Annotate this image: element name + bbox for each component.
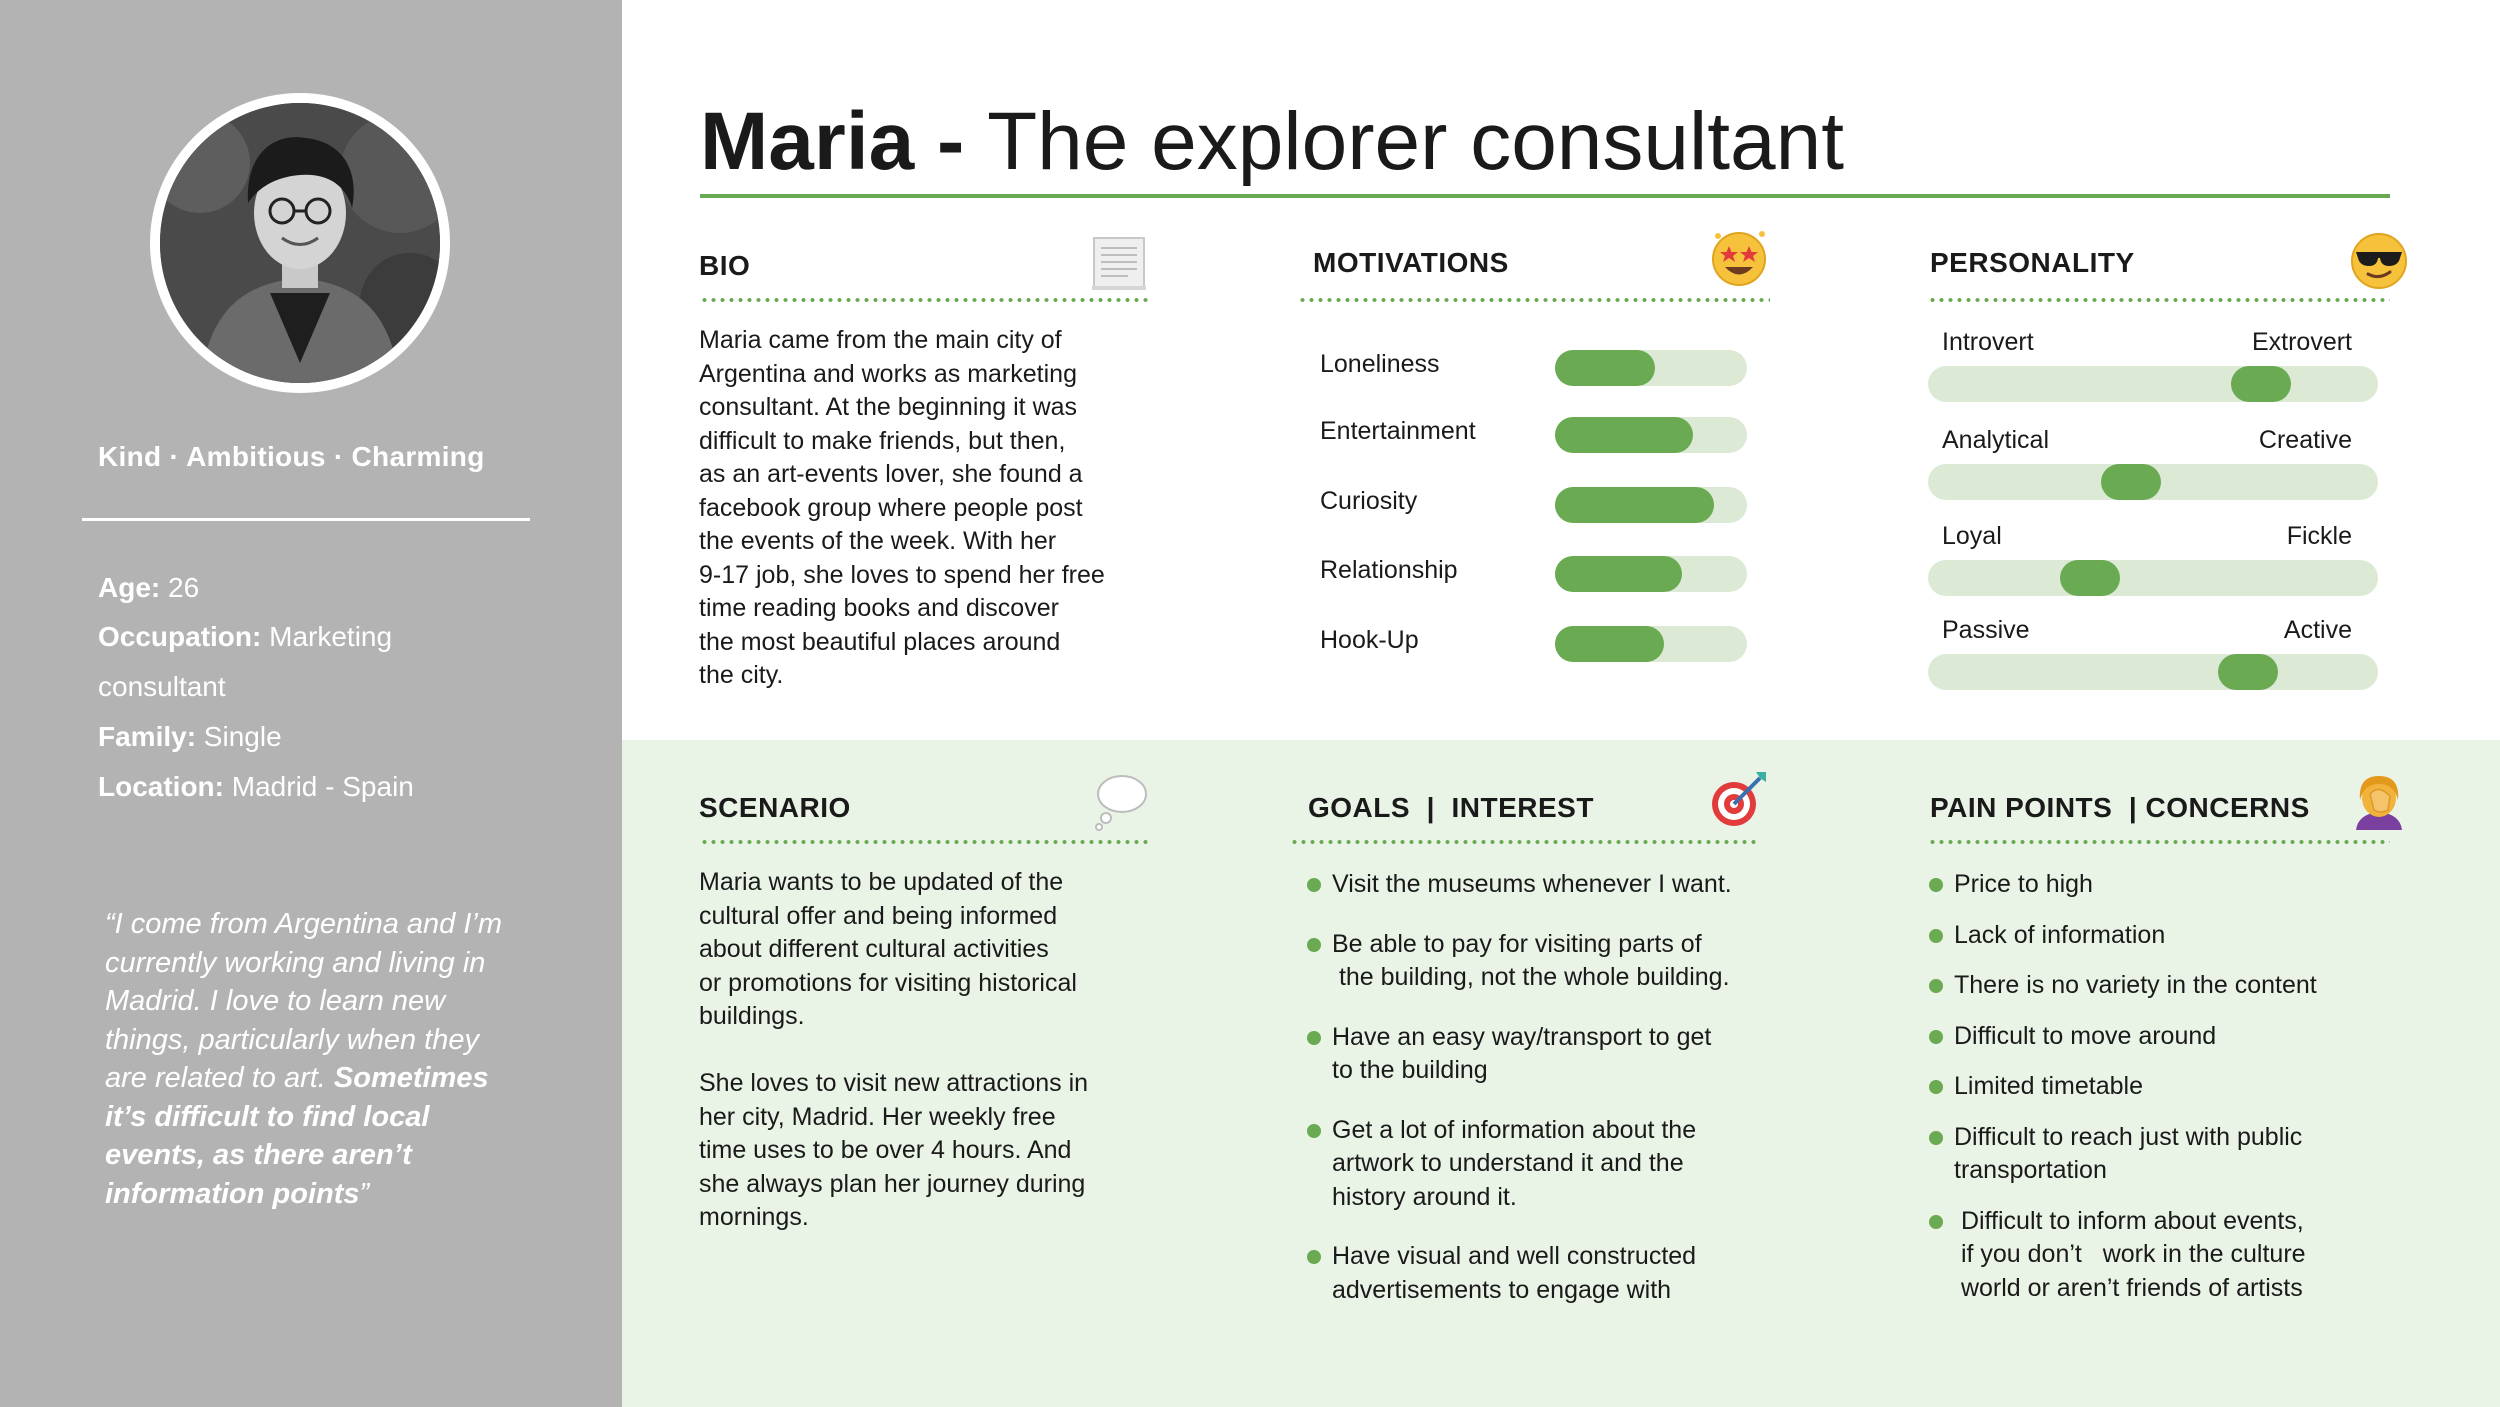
personality-right-label: Fickle xyxy=(2286,522,2352,550)
goal-line: Have visual and well constructed xyxy=(1332,1242,1697,1270)
persona-name: Maria xyxy=(700,96,915,187)
pain-point-line: Limited timetable xyxy=(1954,1072,2143,1100)
fact-value: 26 xyxy=(160,572,200,603)
quote-close: ” xyxy=(359,1177,370,1210)
personality-row xyxy=(1928,426,2378,516)
goals-list xyxy=(1304,868,1804,1307)
personality-track xyxy=(1928,654,2378,690)
personality-row xyxy=(1928,328,2378,418)
pain-points-list xyxy=(1926,868,2446,1305)
goal-item xyxy=(1304,928,1804,995)
bio-line: 9-17 job, she loves to spend her free xyxy=(699,560,1105,589)
persona-sidebar xyxy=(0,0,622,1407)
fact-occupation-cont xyxy=(98,662,226,712)
scenario-line: or promotions for visiting historical xyxy=(699,968,1077,997)
pain-point-item xyxy=(1926,1205,2446,1306)
goal-line: artwork to understand it and the xyxy=(1332,1149,1684,1177)
scenario-line: time uses to be over 4 hours. And xyxy=(699,1136,1072,1164)
pain-points-divider xyxy=(1928,840,2390,844)
sidebar-divider xyxy=(82,518,530,521)
motivation-fill xyxy=(1555,626,1664,662)
quote-emphasis: Sometimes it’s difficult to find local events, as there aren’t information points xyxy=(105,1062,489,1210)
motivation-fill xyxy=(1555,556,1682,592)
personality-track xyxy=(1928,464,2378,500)
personality-title: PERSONALITY xyxy=(1930,247,2135,278)
fact-label: Occupation: xyxy=(98,621,262,652)
persona-subtitle: The explorer consultant xyxy=(987,96,1845,187)
bio-line: the most beautiful places around xyxy=(699,627,1061,656)
personality-right-label: Creative xyxy=(2258,426,2352,454)
pain-point-item xyxy=(1926,1020,2446,1054)
fact-value: Marketing xyxy=(261,621,393,652)
motivation-row xyxy=(1320,415,1750,455)
motivations-title: MOTIVATIONS xyxy=(1313,247,1509,278)
scenario-line: cultural offer and being informed xyxy=(699,901,1058,930)
persona-traits: Kind · Ambitious · Charming xyxy=(98,441,485,472)
bio-divider xyxy=(700,298,1150,302)
personality-row xyxy=(1928,616,2378,706)
motivation-track xyxy=(1555,556,1747,592)
target-icon xyxy=(1708,768,1770,830)
goal-line: Be able to pay for visiting parts of xyxy=(1332,929,1702,958)
goal-line: history around it. xyxy=(1332,1182,1517,1211)
personality-knob xyxy=(2218,654,2278,690)
pain-point-line: world or aren’t friends of artists xyxy=(1954,1273,2303,1302)
pain-point-line: Price to high xyxy=(1954,870,2093,898)
pain-point-line: There is no variety in the content xyxy=(1954,971,2317,999)
personality-track xyxy=(1928,366,2378,402)
motivation-track xyxy=(1555,487,1747,523)
fact-location xyxy=(98,762,414,812)
bio-line: difficult to make friends, but then, xyxy=(699,426,1066,455)
personality-knob xyxy=(2060,560,2120,596)
motivation-label: Entertainment xyxy=(1320,417,1476,445)
scenario-line: about different cultural activities xyxy=(699,935,1049,963)
fact-family xyxy=(98,712,282,762)
personality-track xyxy=(1928,560,2378,596)
fact-value: consultant xyxy=(98,671,226,702)
title-underline xyxy=(700,194,2390,198)
star-struck-emoji-icon xyxy=(1708,226,1770,288)
bio-line: the city. xyxy=(699,661,784,689)
fact-occupation xyxy=(98,612,392,662)
goal-item xyxy=(1304,1240,1804,1307)
motivations-divider xyxy=(1298,298,1770,302)
motivation-label: Loneliness xyxy=(1320,350,1440,378)
motivation-row xyxy=(1320,485,1750,525)
pain-point-item xyxy=(1926,1070,2446,1104)
sunglasses-emoji-icon xyxy=(2348,230,2410,292)
bio-line: as an art-events lover, she found a xyxy=(699,460,1083,488)
pain-point-line: Difficult to move around xyxy=(1954,1021,2217,1050)
personality-left-label: Passive xyxy=(1942,616,2030,644)
pain-point-item xyxy=(1926,919,2446,953)
personality-left-label: Analytical xyxy=(1942,426,2049,454)
scenario-title: SCENARIO xyxy=(699,792,851,823)
profile-photo xyxy=(160,103,440,383)
pain-point-line: if you don’t work in the culture xyxy=(1954,1240,2306,1268)
bio-line: facebook group where people post xyxy=(699,493,1083,522)
motivation-label: Hook-Up xyxy=(1320,626,1419,654)
facepalm-emoji-icon xyxy=(2348,770,2410,832)
title-separator: - xyxy=(914,96,988,187)
scroll-icon xyxy=(1088,232,1150,294)
goal-item xyxy=(1304,1114,1804,1215)
pain-point-line: Lack of information xyxy=(1954,920,2166,949)
scenario-divider xyxy=(700,840,1150,844)
goal-line: Visit the museums whenever I want. xyxy=(1332,870,1732,898)
fact-label: Location: xyxy=(98,771,224,802)
motivation-fill xyxy=(1555,350,1655,386)
fact-value: Madrid - Spain xyxy=(224,771,414,802)
personality-row xyxy=(1928,522,2378,612)
fact-value: Single xyxy=(196,721,282,752)
goal-line: Get a lot of information about the xyxy=(1332,1115,1697,1144)
motivation-label: Relationship xyxy=(1320,556,1458,584)
motivation-fill xyxy=(1555,487,1714,523)
personality-right-label: Active xyxy=(2283,616,2352,644)
scenario-text xyxy=(699,866,1169,1235)
person-photo-icon xyxy=(160,103,440,383)
pain-point-line: Difficult to reach just with public xyxy=(1954,1122,2303,1151)
personality-left-label: Introvert xyxy=(1942,328,2034,356)
scenario-line: she always plan her journey during xyxy=(699,1169,1086,1198)
motivation-label: Curiosity xyxy=(1320,487,1418,515)
personality-knob xyxy=(2231,366,2291,402)
goals-title: GOALS | INTEREST xyxy=(1308,792,1594,823)
goal-line: Have an easy way/transport to get xyxy=(1332,1022,1712,1051)
goal-line: the building, not the whole building. xyxy=(1332,963,1730,991)
bio-line: time reading books and discover xyxy=(699,594,1059,622)
personality-knob xyxy=(2101,464,2161,500)
personality-divider xyxy=(1928,298,2390,302)
motivation-track xyxy=(1555,350,1747,386)
goal-line: advertisements to engage with xyxy=(1332,1275,1672,1304)
motivation-track xyxy=(1555,417,1747,453)
scenario-line: Maria wants to be updated of the xyxy=(699,868,1064,896)
motivation-row xyxy=(1320,554,1750,594)
goal-item xyxy=(1304,868,1804,902)
fact-label: Family: xyxy=(98,721,197,752)
scenario-line xyxy=(699,1034,1169,1068)
pain-points-title: PAIN POINTS | CONCERNS xyxy=(1930,792,2310,823)
scenario-line: mornings. xyxy=(699,1203,809,1231)
pain-point-item xyxy=(1926,969,2446,1003)
scenario-line: She loves to visit new attractions in xyxy=(699,1069,1089,1097)
bio-line: the events of the week. With her xyxy=(699,527,1057,555)
pain-point-line: Difficult to inform about events, xyxy=(1954,1206,2304,1235)
quote-text: “I come from Argentina and I’m currently working and living in Madrid. I love to learn new things, particularly when they are related to art. xyxy=(105,908,503,1094)
pain-point-line: transportation xyxy=(1954,1156,2107,1184)
pain-point-item xyxy=(1926,1121,2446,1188)
personality-right-label: Extrovert xyxy=(2251,328,2352,356)
fact-age xyxy=(98,563,199,613)
persona-quote xyxy=(105,905,505,1213)
bio-line: Argentina and works as marketing xyxy=(699,359,1077,388)
scenario-line: her city, Madrid. Her weekly free xyxy=(699,1102,1056,1131)
bio-title: BIO xyxy=(699,250,751,281)
bio-text xyxy=(699,324,1159,693)
goal-item xyxy=(1304,1021,1804,1088)
bio-line: Maria came from the main city of xyxy=(699,326,1062,354)
pain-point-item xyxy=(1926,868,2446,902)
fact-label: Age: xyxy=(98,572,161,603)
bio-line: consultant. At the beginning it was xyxy=(699,393,1078,421)
thought-bubble-icon xyxy=(1090,770,1152,832)
motivation-row xyxy=(1320,624,1750,664)
personality-left-label: Loyal xyxy=(1942,522,2002,550)
motivation-row xyxy=(1320,348,1750,388)
avatar xyxy=(150,93,450,393)
page-title xyxy=(700,92,1844,192)
motivation-fill xyxy=(1555,417,1693,453)
scenario-line: buildings. xyxy=(699,1002,805,1030)
goal-line: to the building xyxy=(1332,1056,1488,1084)
motivation-track xyxy=(1555,626,1747,662)
goals-divider xyxy=(1290,840,1760,844)
